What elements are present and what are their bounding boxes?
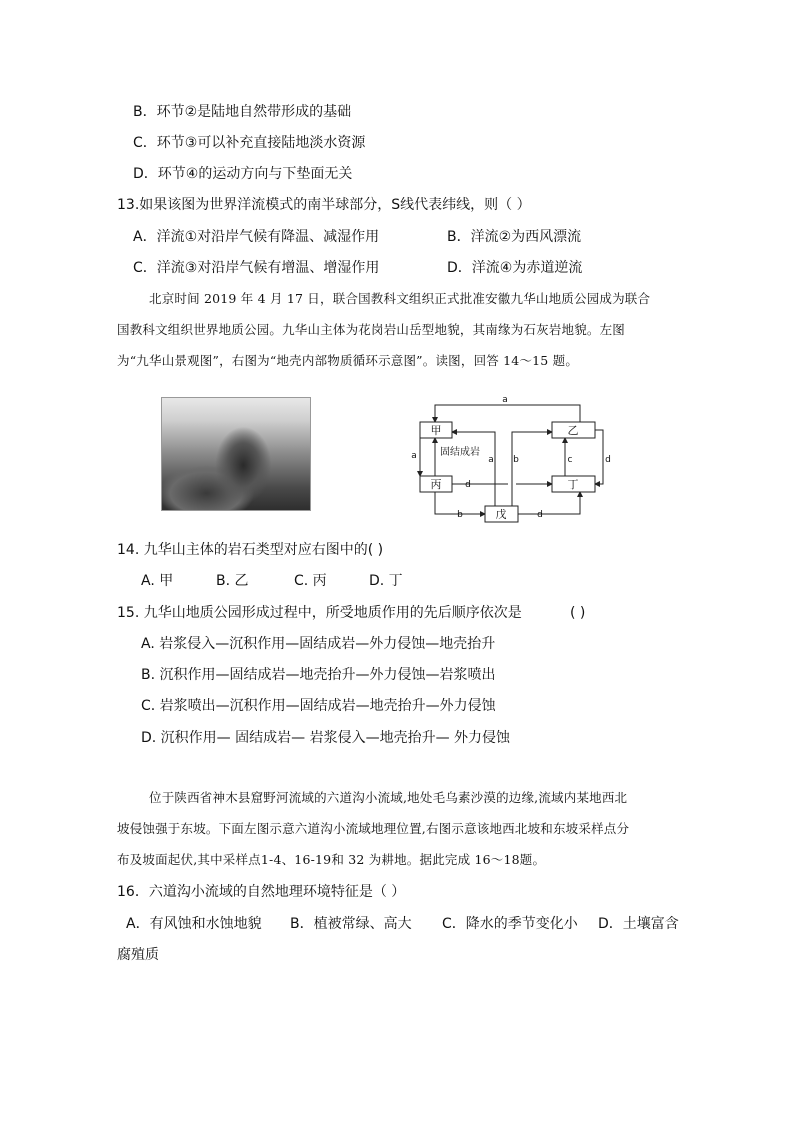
q13-option-b: B．洋流②为西风漂流	[447, 229, 582, 245]
arrow-a-mid: a	[488, 455, 494, 465]
arrow-b-bottom: b	[457, 510, 463, 520]
q15-answer-paren: ( )	[570, 605, 586, 621]
label-wu: 戊	[495, 508, 507, 521]
q15-option-a: A. 岩浆侵入—沉积作用—固结成岩—外力侵蚀—地壳抬升	[141, 636, 496, 652]
arrow-d-right: d	[605, 455, 611, 465]
passage2-line3: 布及坡面起伏,其中采样点1-4、16-19和 32 为耕地。据此完成 16～18题。	[117, 852, 546, 867]
q13-option-d: D．洋流④为赤道逆流	[447, 260, 583, 276]
label-yi: 乙	[567, 424, 579, 437]
passage1-line2: 国教科文组织世界地质公园。九华山主体为花岗岩山岳型地貌，其南缘为石灰岩地貌。左图	[117, 322, 626, 337]
q16-option-d: D．土壤富含	[598, 916, 679, 932]
q14-option-b: B. 乙	[216, 573, 249, 589]
q15-option-c: C. 岩浆喷出—沉积作用—固结成岩—地壳抬升—外力侵蚀	[141, 698, 496, 714]
q12-option-b: B．环节②是陆地自然带形成的基础	[133, 104, 352, 120]
arrow-c: c	[567, 455, 573, 465]
arrow-a-left: a	[411, 451, 417, 461]
arrow-d-mid: d	[465, 480, 471, 490]
q15-option-d: D. 沉积作用— 固结成岩— 岩浆侵入—地壳抬升— 外力侵蚀	[141, 730, 511, 746]
q14-option-a: A. 甲	[141, 573, 174, 589]
q13-option-c: C．洋流③对沿岸气候有增温、增湿作用	[133, 260, 380, 276]
q13-stem: 13.如果该图为世界洋流模式的南半球部分，S线代表纬线，则（ ）	[117, 197, 531, 213]
label-ding: 丁	[567, 478, 579, 491]
arrow-a-top: a	[502, 395, 508, 405]
q14-option-c: C. 丙	[294, 573, 327, 589]
q16-option-b: B．植被常绿、高大	[290, 916, 412, 932]
q14-stem: 14. 九华山主体的岩石类型对应右图中的( )	[117, 542, 384, 558]
passage2-line2: 坡侵蚀强于东坡。下面左图示意六道沟小流域地理位置,右图示意该地西北坡和东坡采样点分	[117, 821, 630, 836]
q13-option-a: A．洋流①对沿岸气候有降温、减湿作用	[133, 229, 380, 245]
passage1-line3: 为“九华山景观图”，右图为“地壳内部物质循环示意图”。读图，回答 14～15 题。	[117, 353, 579, 368]
arrow-b-mid: b	[513, 455, 519, 465]
label-guijie: 固结成岩	[440, 447, 480, 458]
q16-stem: 16．六道沟小流域的自然地理环境特征是（ ）	[117, 884, 406, 900]
label-jia: 甲	[430, 424, 442, 437]
passage2-line1: 位于陕西省神木县窟野河流域的六道沟小流域,地处毛乌素沙漠的边缘,流域内某地西北	[149, 790, 628, 805]
q12-option-d: D．环节④的运动方向与下垫面无关	[133, 166, 353, 182]
rock-cycle-diagram	[390, 392, 620, 527]
q14-option-d: D. 丁	[369, 573, 403, 589]
q15-option-b: B. 沉积作用—固结成岩—地壳抬升—外力侵蚀—岩浆喷出	[141, 667, 496, 683]
label-bing: 丙	[430, 478, 442, 491]
q16-option-d-continued: 腐殖质	[117, 947, 159, 963]
q16-option-c: C．降水的季节变化小	[442, 916, 578, 932]
q16-option-a: A．有风蚀和水蚀地貌	[126, 916, 262, 932]
arrow-d-bottom: d	[537, 510, 543, 520]
q15-stem: 15. 九华山地质公园形成过程中，所受地质作用的先后顺序依次是	[117, 605, 522, 621]
passage1-line1: 北京时间 2019 年 4 月 17 日，联合国教科文组织正式批准安徽九华山地质公园成为联合	[149, 291, 651, 306]
q12-option-c: C．环节③可以补充直接陆地淡水资源	[133, 135, 366, 151]
jiuhua-mountain-photo	[161, 397, 311, 511]
